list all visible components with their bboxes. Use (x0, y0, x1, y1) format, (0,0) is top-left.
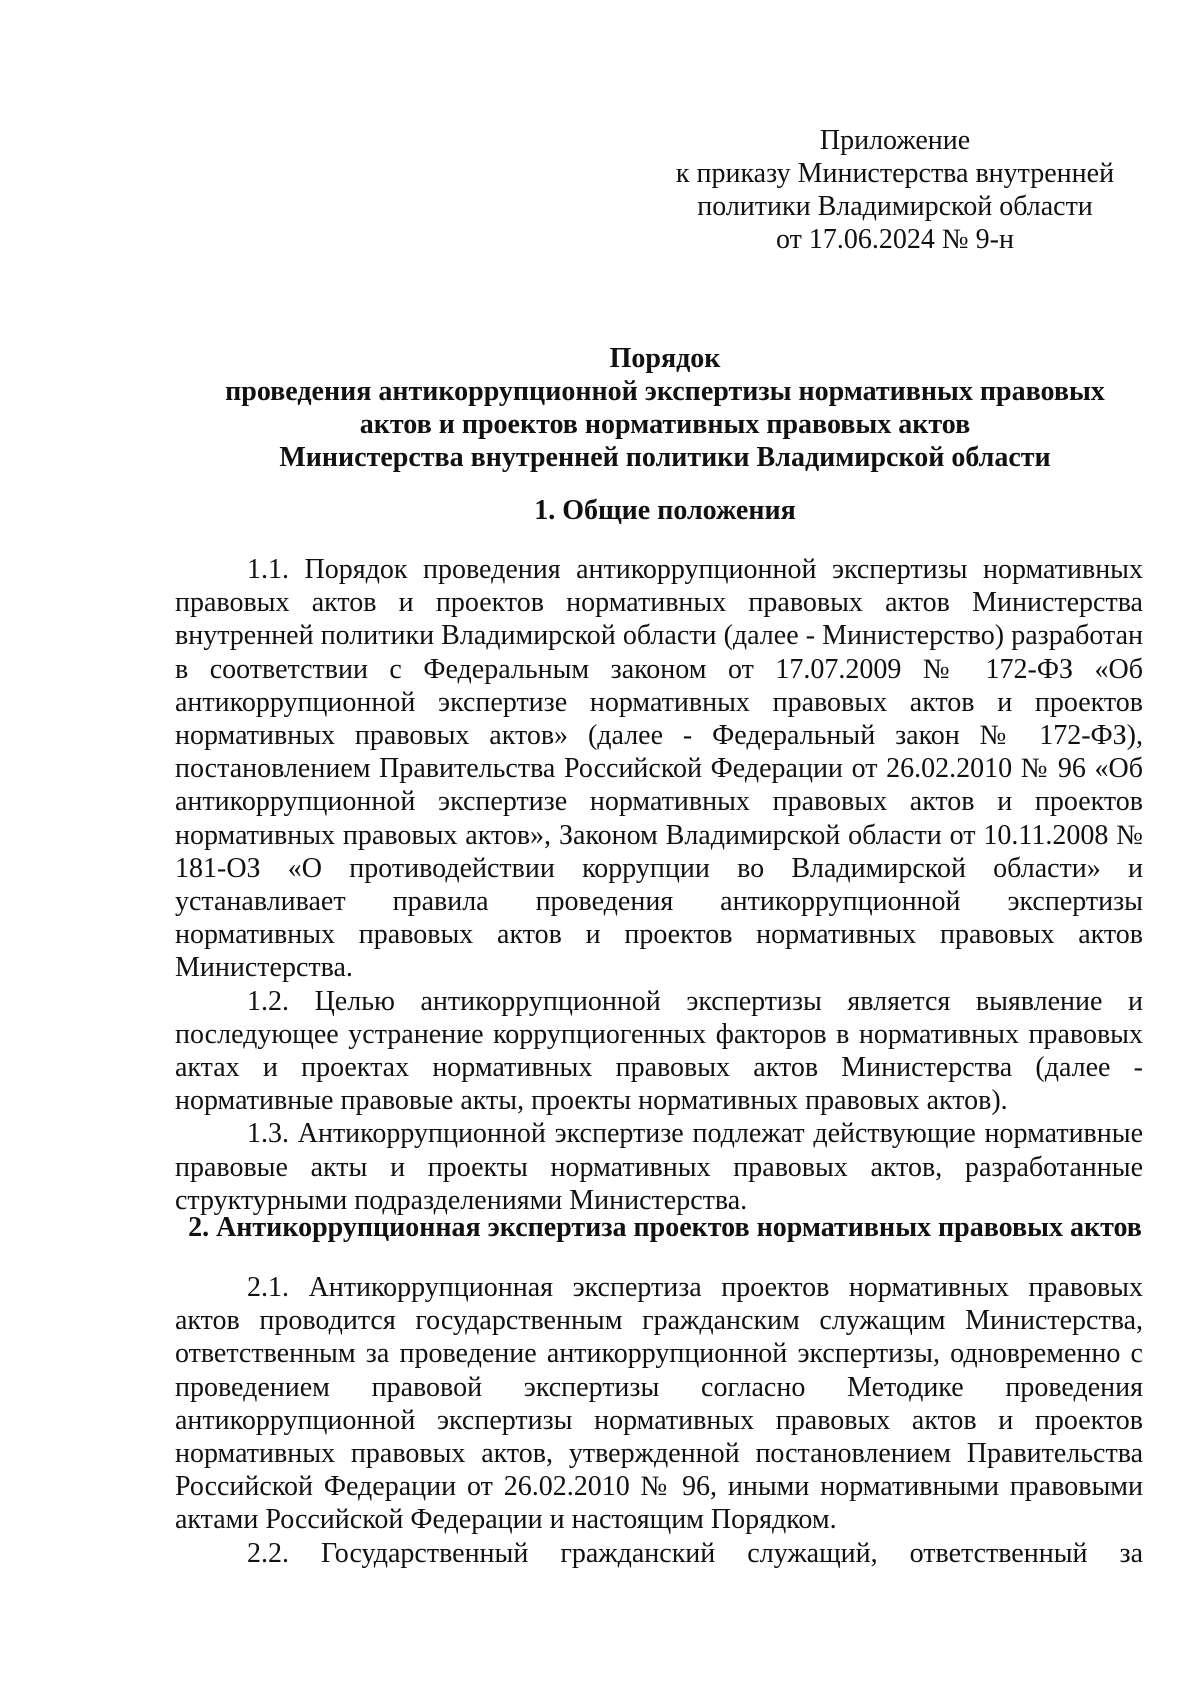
appendix-line: к приказу Министерства внутренней (675, 158, 1115, 189)
paragraph-2-1: 2.1. Антикоррупционная экспертиза проектов нормативных правовых актов проводится государственным гражданским служащим Министерства, ответственным за проведение антикоррупционной экспертизы, одновременно с проведением правовой экспертизы согласно Методике проведения антикоррупционной экспертизы нормативных правовых актов и проектов нормативных правовых актов, утвержденной постановлением Правительства Российской Федерации от 26.02.2010 № 96, иными нормативными правовыми актами Российской Федерации и настоящим Порядком. (175, 1272, 1143, 1536)
section-2-body (175, 1271, 1143, 1570)
paragraph-1-1: 1.1. Порядок проведения антикоррупционной экспертизы нормативных правовых актов и проектов нормативных правовых актов Министерства внутренней политики Владимирской области (далее - Министерство) разработан в соответствии с Федеральным законом от 17.07.2009 № 172-ФЗ «Об антикоррупционной экспертизе нормативных правовых актов и проектов нормативных правовых актов» (далее - Федеральный закон № 172-ФЗ), постановлением Правительства Российской Федерации от 26.02.2010 № 96 «Об антикоррупционной экспертизе нормативных правовых актов и проектов нормативных правовых актов», Законом Владимирской области от 10.11.2008 № 181-ОЗ «О противодействии коррупции во Владимирской области» и устанавливает правила проведения антикоррупционной экспертизы нормативных правовых актов и проектов нормативных правовых актов Министерства. (175, 554, 1143, 984)
paragraph-2-2: 2.2. Государственный гражданский служащий, ответственный за (247, 1537, 1143, 1569)
title-line: Министерства внутренней политики Владимирской области (279, 442, 1051, 473)
title-line: Порядок (609, 343, 721, 374)
section-1-heading: 1. Общие положения (534, 495, 796, 526)
section-2-heading: 2. Антикоррупционная экспертиза проектов нормативных правовых актов (188, 1212, 1142, 1243)
title-line: актов и проектов нормативных правовых актов (359, 409, 971, 440)
section-1-body (175, 553, 1143, 1217)
appendix-line: от 17.06.2024 № 9-н (776, 224, 1014, 255)
appendix-line: Приложение (819, 125, 971, 156)
appendix-line: политики Владимирской области (697, 191, 1093, 222)
paragraph-1-2: 1.2. Целью антикоррупционной экспертизы является выявление и последующее устранение коррупциогенных факторов в нормативных правовых актах и проектах нормативных правовых актов Министерства (далее - нормативные правовые акты, проекты нормативных правовых актов). (175, 985, 1143, 1117)
paragraph-1-3: 1.3. Антикоррупционной экспертизе подлежат действующие нормативные правовые акты и проекты нормативных правовых актов, разработанные структурными подразделениями Министерства. (175, 1118, 1143, 1216)
document-title (170, 342, 1160, 474)
title-line: проведения антикоррупционной экспертизы нормативных правовых (225, 376, 1105, 407)
appendix-header (660, 124, 1130, 256)
